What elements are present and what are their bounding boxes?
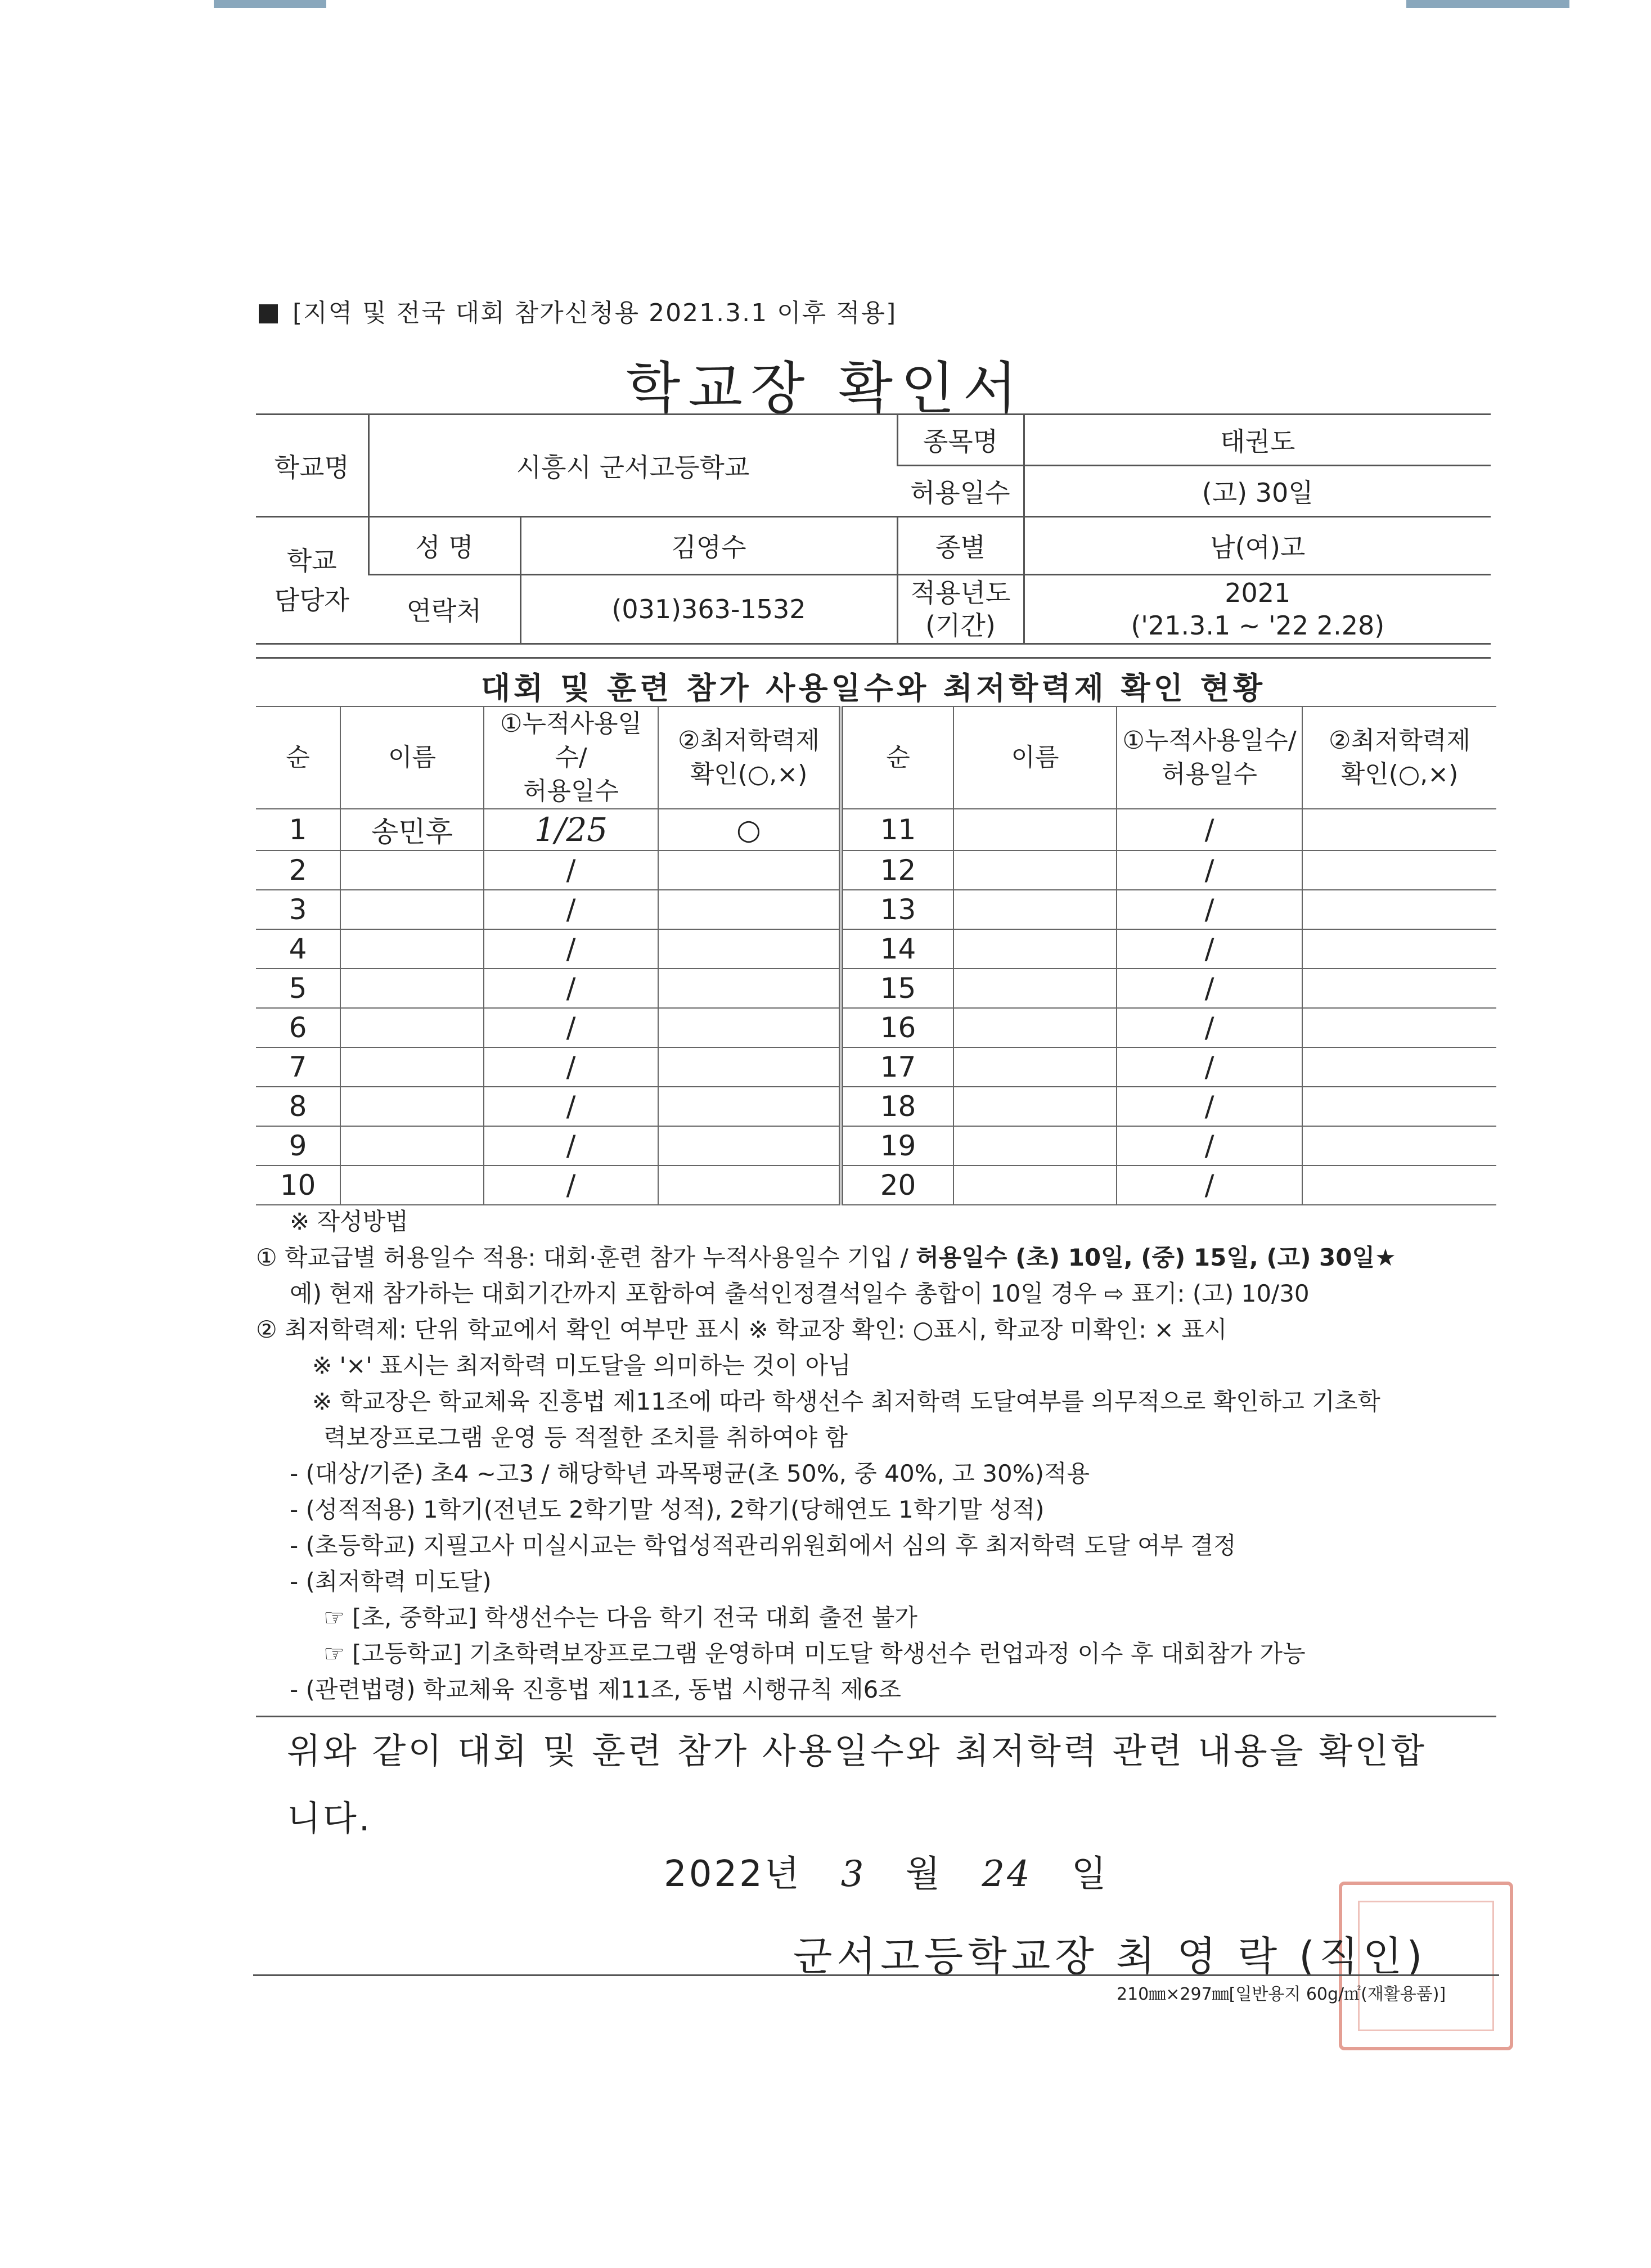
sport-label: 종목명 [897,415,1024,466]
row-name-cell [340,1047,484,1087]
row-no2-cell: 12 [841,850,953,890]
gender-value: 남(여)고 [1024,517,1491,575]
row-days-cell: / [484,1047,658,1087]
top-scan-mark-left [214,0,326,8]
row-no2-cell: 19 [841,1126,953,1166]
row-days-cell: / [484,850,658,890]
row-no2-cell: 18 [841,1087,953,1126]
row-name-cell [340,1087,484,1126]
row-days2-cell: / [1117,890,1302,929]
table-row [256,1008,1496,1047]
table-row [256,890,1496,929]
col-min2-line1: ②최저학력제 [1329,726,1470,755]
row-name2-cell [953,969,1117,1008]
row-days2-cell: / [1117,850,1302,890]
date-day-unit: 일 [1071,1853,1109,1895]
status-section-title: 대회 및 훈련 참가 사용일수와 최저학력제 확인 현황 [256,657,1491,708]
name-label: 성 명 [368,517,520,575]
row-min-cell [658,969,841,1008]
row-days-cell: / [484,1126,658,1166]
col-days2-line1: ①누적사용일수/ [1122,726,1297,755]
signer-line: 군서고등학교장 최 영 락 (직인) [793,1933,1427,1980]
school-info-table [256,413,1491,645]
confirmation-line-1: 위와 같이 대회 및 훈련 참가 사용일수와 최저학력 관련 내용을 확인합 [287,1730,1427,1771]
paper-spec: 210㎜×297㎜[일반용지 60g/㎡(재활용품)] [1117,1984,1446,2004]
issue-date [664,1845,1109,1897]
row-min-cell [658,1047,841,1087]
row-min2-cell [1302,890,1496,929]
writing-instructions [256,1204,1510,1708]
row-name-cell [340,1008,484,1047]
row-min2-cell [1302,1087,1496,1126]
school-value: 시흥시 군서고등학교 [368,415,897,517]
row-no2-cell: 20 [841,1166,953,1205]
col-name2-header: 이름 [953,706,1117,809]
row-name-cell [340,1126,484,1166]
row-min2-cell [1302,809,1496,850]
note-9: - (초등학교) 지필고사 미실시교는 학업성적관리위원회에서 심의 후 최저학력 도달 여부 결정 [290,1532,1236,1559]
row-no2-cell: 14 [841,929,953,969]
col-days2-line2: 허용일수 [1161,760,1257,789]
row-days-cell: / [484,969,658,1008]
year-value [1024,575,1491,644]
note-13: - (관련법령) 학교체육 진흥법 제11조, 동법 시행규칙 제6조 [290,1676,901,1703]
row-days-cell: 1/25 [484,809,658,850]
table-row [256,929,1496,969]
note-7: - (대상/기준) 초4 ~고3 / 해당학년 과목평균(초 50%, 중 40%, 고 30%)적용 [290,1460,1090,1487]
date-day: 24 [982,1853,1032,1895]
row-name-cell [340,929,484,969]
row-days-cell: / [484,929,658,969]
col-no2-header: 순 [841,706,953,809]
grid-header-row [256,706,1496,809]
row-days2-cell: / [1117,809,1302,850]
col-days-line1: ①누적사용일수/ [500,709,642,772]
row-days-cell: / [484,1087,658,1126]
year-value-line2: ('21.3.1 ~ '22 2.28) [1131,610,1385,641]
sport-value: 태권도 [1024,415,1491,466]
col-min-line2: 확인(○,×) [690,760,808,789]
row-min2-cell [1302,1126,1496,1166]
row-days-cell: / [484,1008,658,1047]
col-no-header: 순 [256,706,340,809]
row-name-cell: 송민후 [340,809,484,850]
row-min-cell [658,1126,841,1166]
row-min-cell: ○ [658,809,841,850]
row-days2-cell: / [1117,1008,1302,1047]
row-days2-cell: / [1117,969,1302,1008]
row-days2-cell: / [1117,1126,1302,1166]
school-label: 학교명 [256,415,368,517]
row-min2-cell [1302,929,1496,969]
col-name-header: 이름 [340,706,484,809]
note-4: ※ '×' 표시는 최저학력 미도달을 의미하는 것이 아님 [312,1352,851,1379]
document-title: 학교장 확인서 [626,356,1025,421]
row-no-cell: 7 [256,1047,340,1087]
table-row [256,1126,1496,1166]
col-days-header [484,706,658,809]
allowed-days-label: 허용일수 [897,466,1024,517]
date-month: 3 [840,1853,866,1895]
table-row [256,850,1496,890]
note-5: ※ 학교장은 학교체육 진흥법 제11조에 따라 학생선수 최저학력 도달여부를 의무적으로 확인하고 기초학 [312,1388,1380,1415]
table-row [256,1047,1496,1087]
row-no-cell: 6 [256,1008,340,1047]
row-days-cell: / [484,1166,658,1205]
note-6: 력보장프로그램 운영 등 적절한 조치를 취하여야 함 [323,1424,848,1451]
row-min2-cell [1302,1047,1496,1087]
row-name2-cell [953,1166,1117,1205]
row-name2-cell [953,1047,1117,1087]
row-no-cell: 1 [256,809,340,850]
row-name2-cell [953,1087,1117,1126]
bottom-rule [253,1974,1499,1976]
table-row [256,809,1496,850]
row-min-cell [658,1087,841,1126]
form-category-line [259,292,897,328]
form-category: [지역 및 전국 대회 참가신청용 2021.3.1 이후 적용] [293,299,897,327]
note-8: - (성적적용) 1학기(전년도 2학기말 성적), 2학기(당해연도 1학기말 성적) [290,1496,1045,1523]
grid-body [256,809,1496,1205]
row-min2-cell [1302,850,1496,890]
row-days2-cell: / [1117,1166,1302,1205]
name-value: 김영수 [520,517,897,575]
manager-label-line2: 담당자 [274,584,349,615]
note-2: 예) 현재 참가하는 대회기간까지 포함하여 출석인정결석일수 총합이 10일 경우 ⇨ 표기: (고) 10/30 [290,1280,1310,1307]
row-name2-cell [953,890,1117,929]
contact-label: 연락처 [368,575,520,644]
row-name-cell [340,890,484,929]
row-min-cell [658,1166,841,1205]
allowed-days-value: (고) 30일 [1024,466,1491,517]
year-label [897,575,1024,644]
row-name2-cell [953,850,1117,890]
note-1-emphasis: 허용일수 (초) 10일, (중) 15일, (고) 30일★ [916,1244,1396,1271]
confirmation-line-2: 니다. [287,1798,372,1839]
row-min-cell [658,850,841,890]
note-1-text: ① 학교급별 허용일수 적용: 대회·훈련 참가 누적사용일수 기입 / [256,1244,916,1271]
col-min2-line2: 확인(○,×) [1340,760,1459,789]
col-min2-header [1302,706,1496,809]
row-name2-cell [953,809,1117,850]
square-bullet-icon [259,304,278,323]
row-name2-cell [953,929,1117,969]
note-3: ② 최저학력제: 단위 학교에서 확인 여부만 표시 ※ 학교장 확인: ○표시, 학교장 미확인: × 표시 [256,1316,1227,1343]
manager-label-line1: 학교 [286,545,337,576]
row-min2-cell [1302,1008,1496,1047]
row-days2-cell: / [1117,929,1302,969]
row-days2-cell: / [1117,1047,1302,1087]
year-label-line2: (기간) [925,610,996,641]
row-no2-cell: 16 [841,1008,953,1047]
col-days2-header [1117,706,1302,809]
row-no-cell: 4 [256,929,340,969]
row-no2-cell: 17 [841,1047,953,1087]
table-row [256,1087,1496,1126]
gender-label: 종별 [897,517,1024,575]
manager-label [256,517,368,644]
col-days-line2: 허용일수 [523,777,619,806]
row-name-cell [340,969,484,1008]
date-year: 2022년 [664,1853,802,1895]
row-name-cell [340,1166,484,1205]
row-no-cell: 10 [256,1166,340,1205]
table-row [256,1166,1496,1205]
contact-value: (031)363-1532 [520,575,897,644]
row-no2-cell: 15 [841,969,953,1008]
row-name2-cell [953,1126,1117,1166]
row-name2-cell [953,1008,1117,1047]
row-min-cell [658,929,841,969]
top-scan-mark-right [1406,0,1569,8]
note-10: - (최저학력 미도달) [290,1568,492,1595]
year-label-line1: 적용년도 [910,578,1011,608]
note-11: ☞ [초, 중학교] 학생선수는 다음 학기 전국 대회 출전 불가 [323,1604,917,1631]
note-1 [256,1240,1510,1276]
row-no-cell: 2 [256,850,340,890]
participant-grid [256,706,1496,1205]
row-min-cell [658,1008,841,1047]
row-name-cell [340,850,484,890]
row-days-cell: / [484,890,658,929]
date-month-unit: 월 [905,1853,943,1895]
col-min-line1: ②최저학력제 [678,726,820,755]
confirmation-statement [256,1716,1496,1852]
year-value-line1: 2021 [1225,578,1291,608]
row-no2-cell: 13 [841,890,953,929]
note-12: ☞ [고등학교] 기초학력보장프로그램 운영하며 미도달 학생선수 런업과정 이수 후 대회참가 가능 [323,1640,1306,1667]
row-min2-cell [1302,969,1496,1008]
row-days2-cell: / [1117,1087,1302,1126]
row-no2-cell: 11 [841,809,953,850]
row-no-cell: 8 [256,1087,340,1126]
row-no-cell: 5 [256,969,340,1008]
row-min-cell [658,890,841,929]
col-min-header [658,706,841,809]
row-no-cell: 9 [256,1126,340,1166]
table-row [256,969,1496,1008]
row-min2-cell [1302,1166,1496,1205]
row-no-cell: 3 [256,890,340,929]
notes-heading: ※ 작성방법 [290,1208,408,1235]
